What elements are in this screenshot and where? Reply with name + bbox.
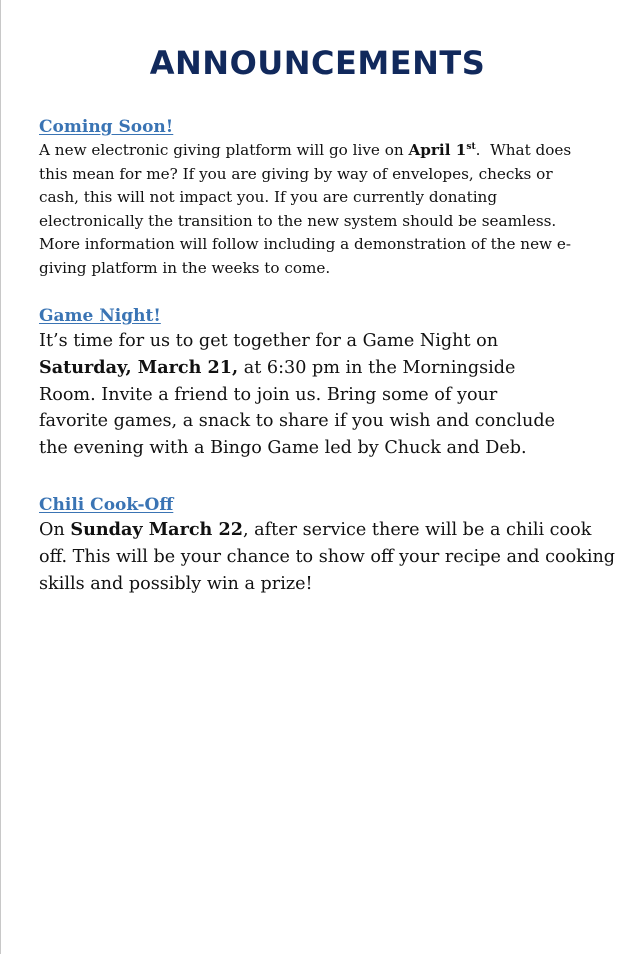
section-body-chili-cook-off: [39, 517, 627, 597]
body-line: this mean for me? If you are giving by way of envelopes, checks or: [39, 164, 553, 183]
announcement-game-night: [39, 304, 627, 462]
section-body-coming-soon: [39, 139, 627, 281]
body-line: More information will follow including a demonstration of the new e-: [39, 235, 571, 254]
page-title: ANNOUNCEMENTS: [149, 44, 486, 82]
body-line: the evening with a Bingo Game led by Chuck and Deb.: [39, 438, 527, 459]
body-line: off. This will be your chance to show off your recipe and cooking: [39, 546, 616, 567]
body-line: electronically the transition to the new system should be seamless.: [39, 211, 557, 230]
section-body-game-night: [39, 328, 599, 462]
body-line: On Sunday March 22, after service there will be a chili cook: [39, 519, 592, 540]
announcement-chili-cook-off: [39, 493, 627, 597]
date-highlight: Saturday, March 21,: [39, 356, 239, 378]
body-line: Saturday, March 21, at 6:30 pm in the Morningside: [39, 356, 516, 378]
section-heading-game-night: Game Night!: [39, 306, 161, 326]
body-line: cash, this will not impact you. If you are currently donating: [39, 188, 498, 207]
body-line: skills and possibly win a prize!: [39, 573, 313, 594]
section-heading-chili-cook-off: Chili Cook-Off: [39, 495, 174, 515]
body-line: giving platform in the weeks to come.: [39, 258, 331, 277]
body-line: A new electronic giving platform will go live on April 1st. What does: [39, 140, 572, 159]
body-line: Room. Invite a friend to join us. Bring some of your: [39, 384, 498, 405]
section-heading-coming-soon: Coming Soon!: [39, 117, 174, 137]
date-highlight: April 1: [408, 141, 467, 159]
date-highlight: Sunday March 22: [70, 519, 243, 540]
date-suffix: st: [466, 140, 476, 152]
body-line: favorite games, a snack to share if you wish and conclude: [39, 411, 556, 432]
body-line: It’s time for us to get together for a Game Night on: [39, 331, 499, 351]
announcement-coming-soon: [39, 115, 627, 281]
